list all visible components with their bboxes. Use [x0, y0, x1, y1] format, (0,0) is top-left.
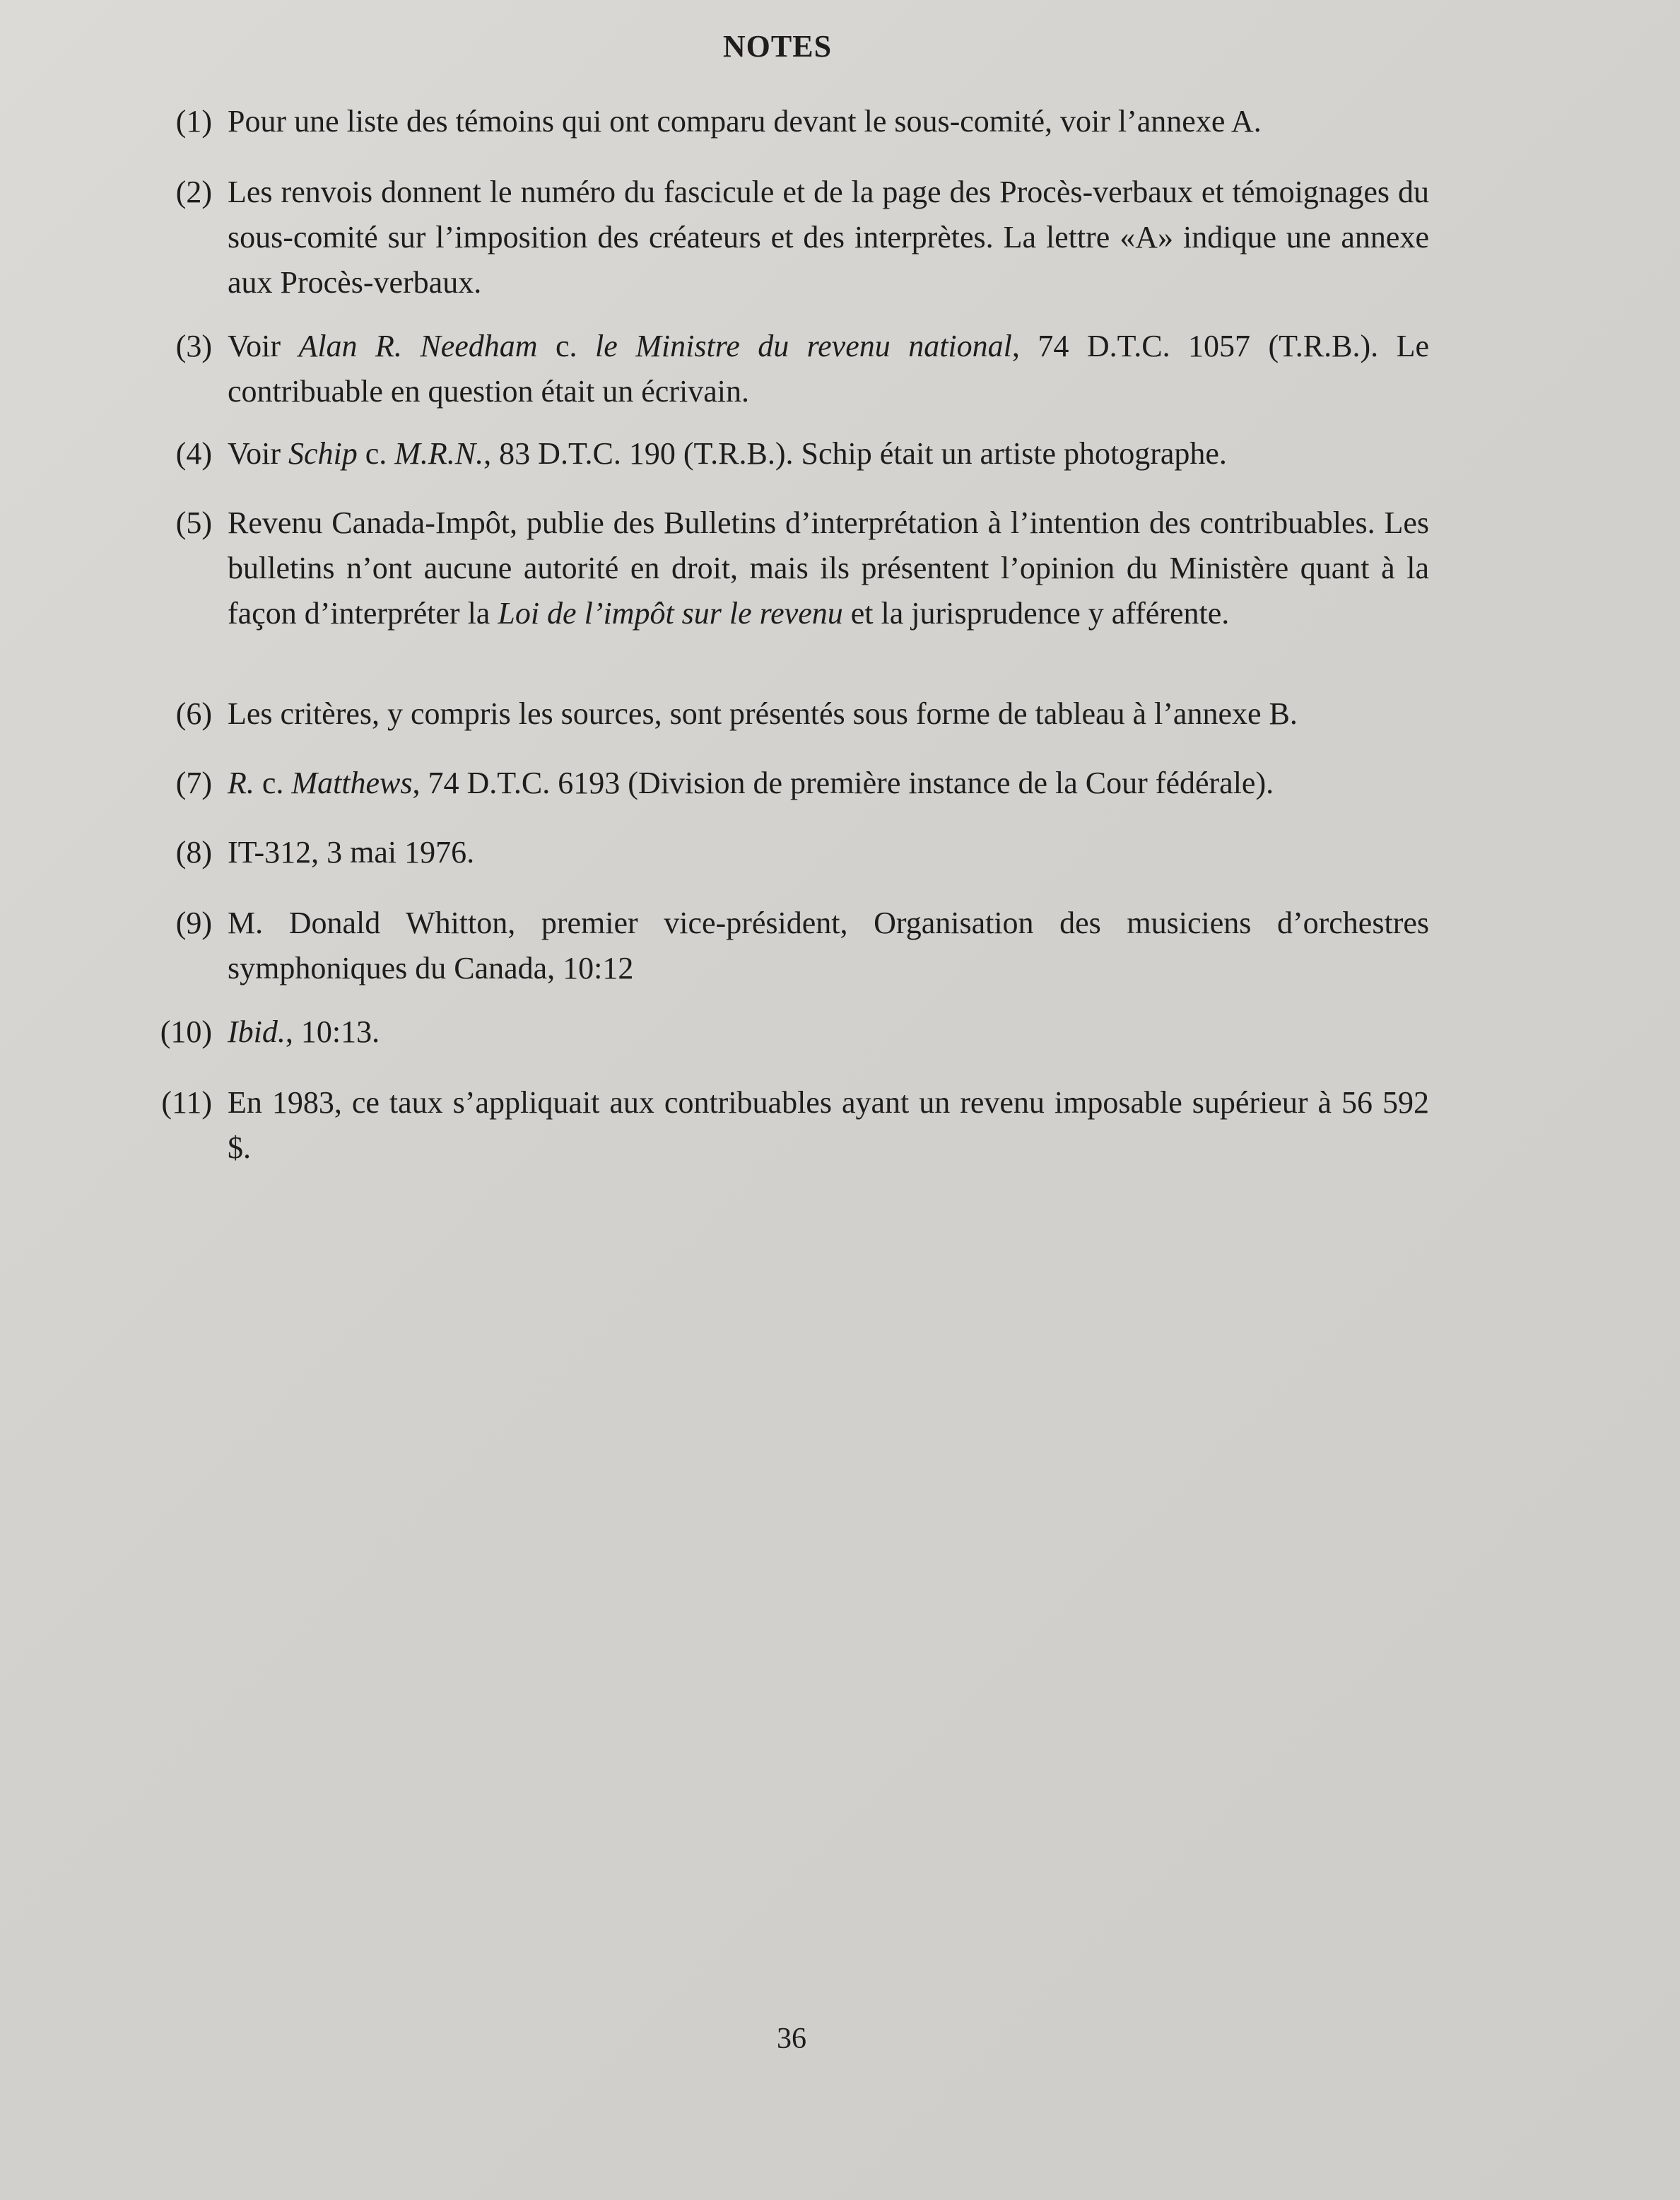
note-text: R. c. Matthews, 74 D.T.C. 6193 (Division de première instance de la Cour fédérale). [228, 766, 1274, 800]
note-number: (2) [175, 175, 212, 209]
note-text: Ibid., 10:13. [228, 1014, 380, 1049]
note-text: IT-312, 3 mai 1976. [228, 835, 475, 870]
note-number: (3) [175, 329, 212, 363]
note-text: M. Donald Whitton, premier vice-président, Organisation des musiciens d’orchestres symphoniques du Canada, 10:12 [228, 906, 1429, 985]
note-number: (4) [175, 436, 212, 471]
note-text: Voir Alan R. Needham c. le Ministre du revenu national, 74 D.T.C. 1057 (T.R.B.). Le contribuable en question était un écrivain. [228, 329, 1429, 409]
notes-title: NOTES [722, 29, 833, 64]
note-text: Voir Schip c. M.R.N., 83 D.T.C. 190 (T.R.B.). Schip était un artiste photographe. [228, 436, 1227, 471]
note-number: (5) [175, 505, 212, 540]
note-text: En 1983, ce taux s’appliquait aux contribuables ayant un revenu imposable supérieur à 56 592 $. [228, 1085, 1429, 1165]
page-number: 36 [777, 2023, 806, 2055]
note-number: (7) [175, 766, 212, 800]
note-number: (1) [175, 104, 212, 139]
note-number: (8) [175, 835, 212, 870]
note-text: Les critères, y compris les sources, sont présentés sous forme de tableau à l’annexe B. [228, 696, 1298, 731]
note-number: (10) [160, 1014, 212, 1049]
note-number: (9) [175, 906, 212, 940]
note-text: Les renvois donnent le numéro du fascicule et de la page des Procès-verbaux et témoignages du sous-comité sur l’imposition des créateurs et des interprètes. La lettre «A» indique une annexe aux Procès-verbaux. [228, 175, 1429, 300]
note-number: (6) [175, 696, 212, 731]
note-number: (11) [161, 1085, 212, 1120]
note-text: Revenu Canada-Impôt, publie des Bulletins d’interprétation à l’intention des contribuables. Les bulletins n’ont aucune autorité en droit, mais ils présentent l’opinion du Ministère quant à la façon d’interpréter la Loi de l’impôt sur le revenu et la jurisprudence y afférente. [228, 505, 1429, 631]
note-text: Pour une liste des témoins qui ont comparu devant le sous-comité, voir l’annexe A. [228, 104, 1262, 139]
